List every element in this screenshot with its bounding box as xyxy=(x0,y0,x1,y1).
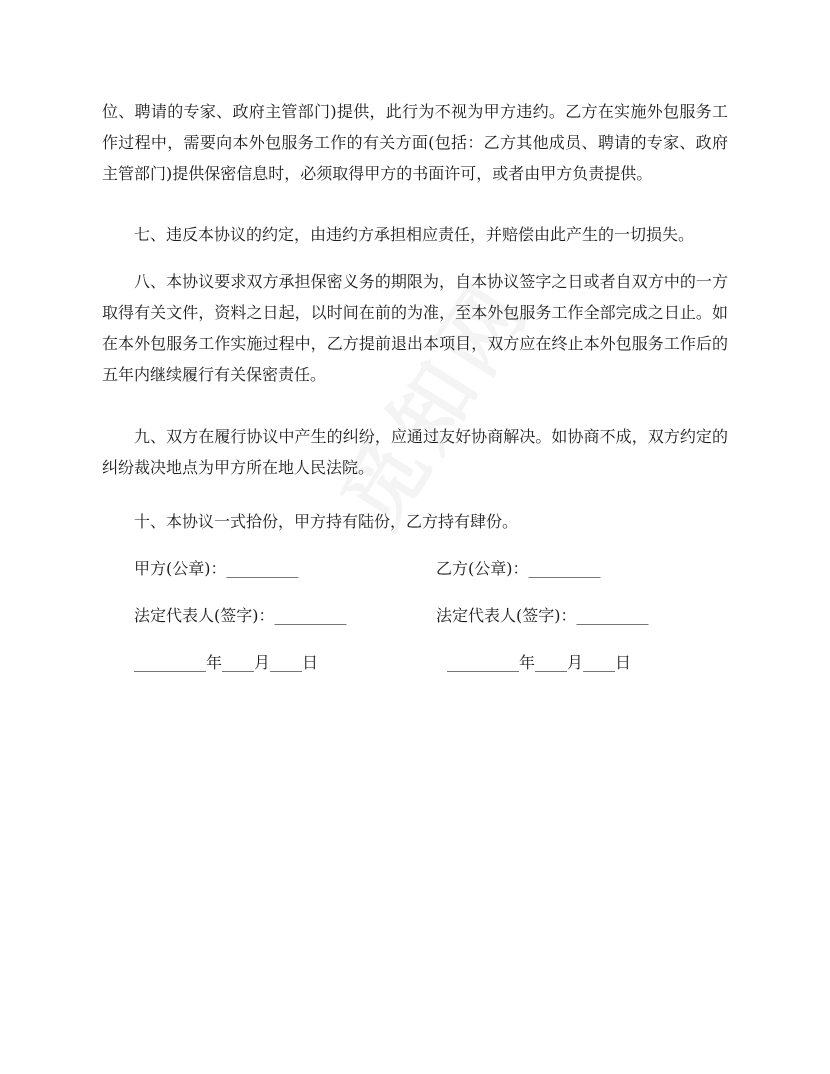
paragraph-clause-8: 八、本协议要求双方承担保密义务的期限为，自本协议签字之日或者自双方中的一方取得有关文件，资料之日起，以时间在前的为准，至本外包服务工作全部完成之日止。如在本外包服务工作实施过程中，乙方提前退出本项目，双方应在终止本外包服务工作后的五年内继续履行有关保密责任。 xyxy=(102,272,728,384)
paragraph-clause-7: 七、违反本协议的约定，由违约方承担相应责任，并赔偿由此产生的一切损失。 xyxy=(134,225,695,244)
paragraph-clause-10: 十、本协议一式拾份，甲方持有陆份，乙方持有肆份。 xyxy=(134,512,519,531)
party-a-date-line: _________年____月____日 xyxy=(134,653,319,672)
party-b-representative-line: 法定代表人(签字)：_________ xyxy=(436,606,649,625)
party-b-date-line: _________年____月____日 xyxy=(447,653,632,672)
party-b-seal-line: 乙方(公章)：_________ xyxy=(436,559,601,578)
party-a-representative-line: 法定代表人(签字)：_________ xyxy=(134,606,347,625)
paragraph-confidentiality-continued: 位、聘请的专家、政府主管部门)提供，此行为不视为甲方违约。乙方在实施外包服务工作过程中，需要向本外包服务工作的有关方面(包括：乙方其他成员、聘请的专家、政府主管部门)提供保密信息时，必须取得甲方的书面许可，或者由甲方负责提供。 xyxy=(102,102,728,183)
party-a-seal-line: 甲方(公章)：_________ xyxy=(134,559,299,578)
paragraph-clause-9: 九、双方在履行协议中产生的纠纷，应通过友好协商解决。如协商不成，双方约定的纠纷裁决地点为甲方所在地人民法院。 xyxy=(102,427,728,477)
